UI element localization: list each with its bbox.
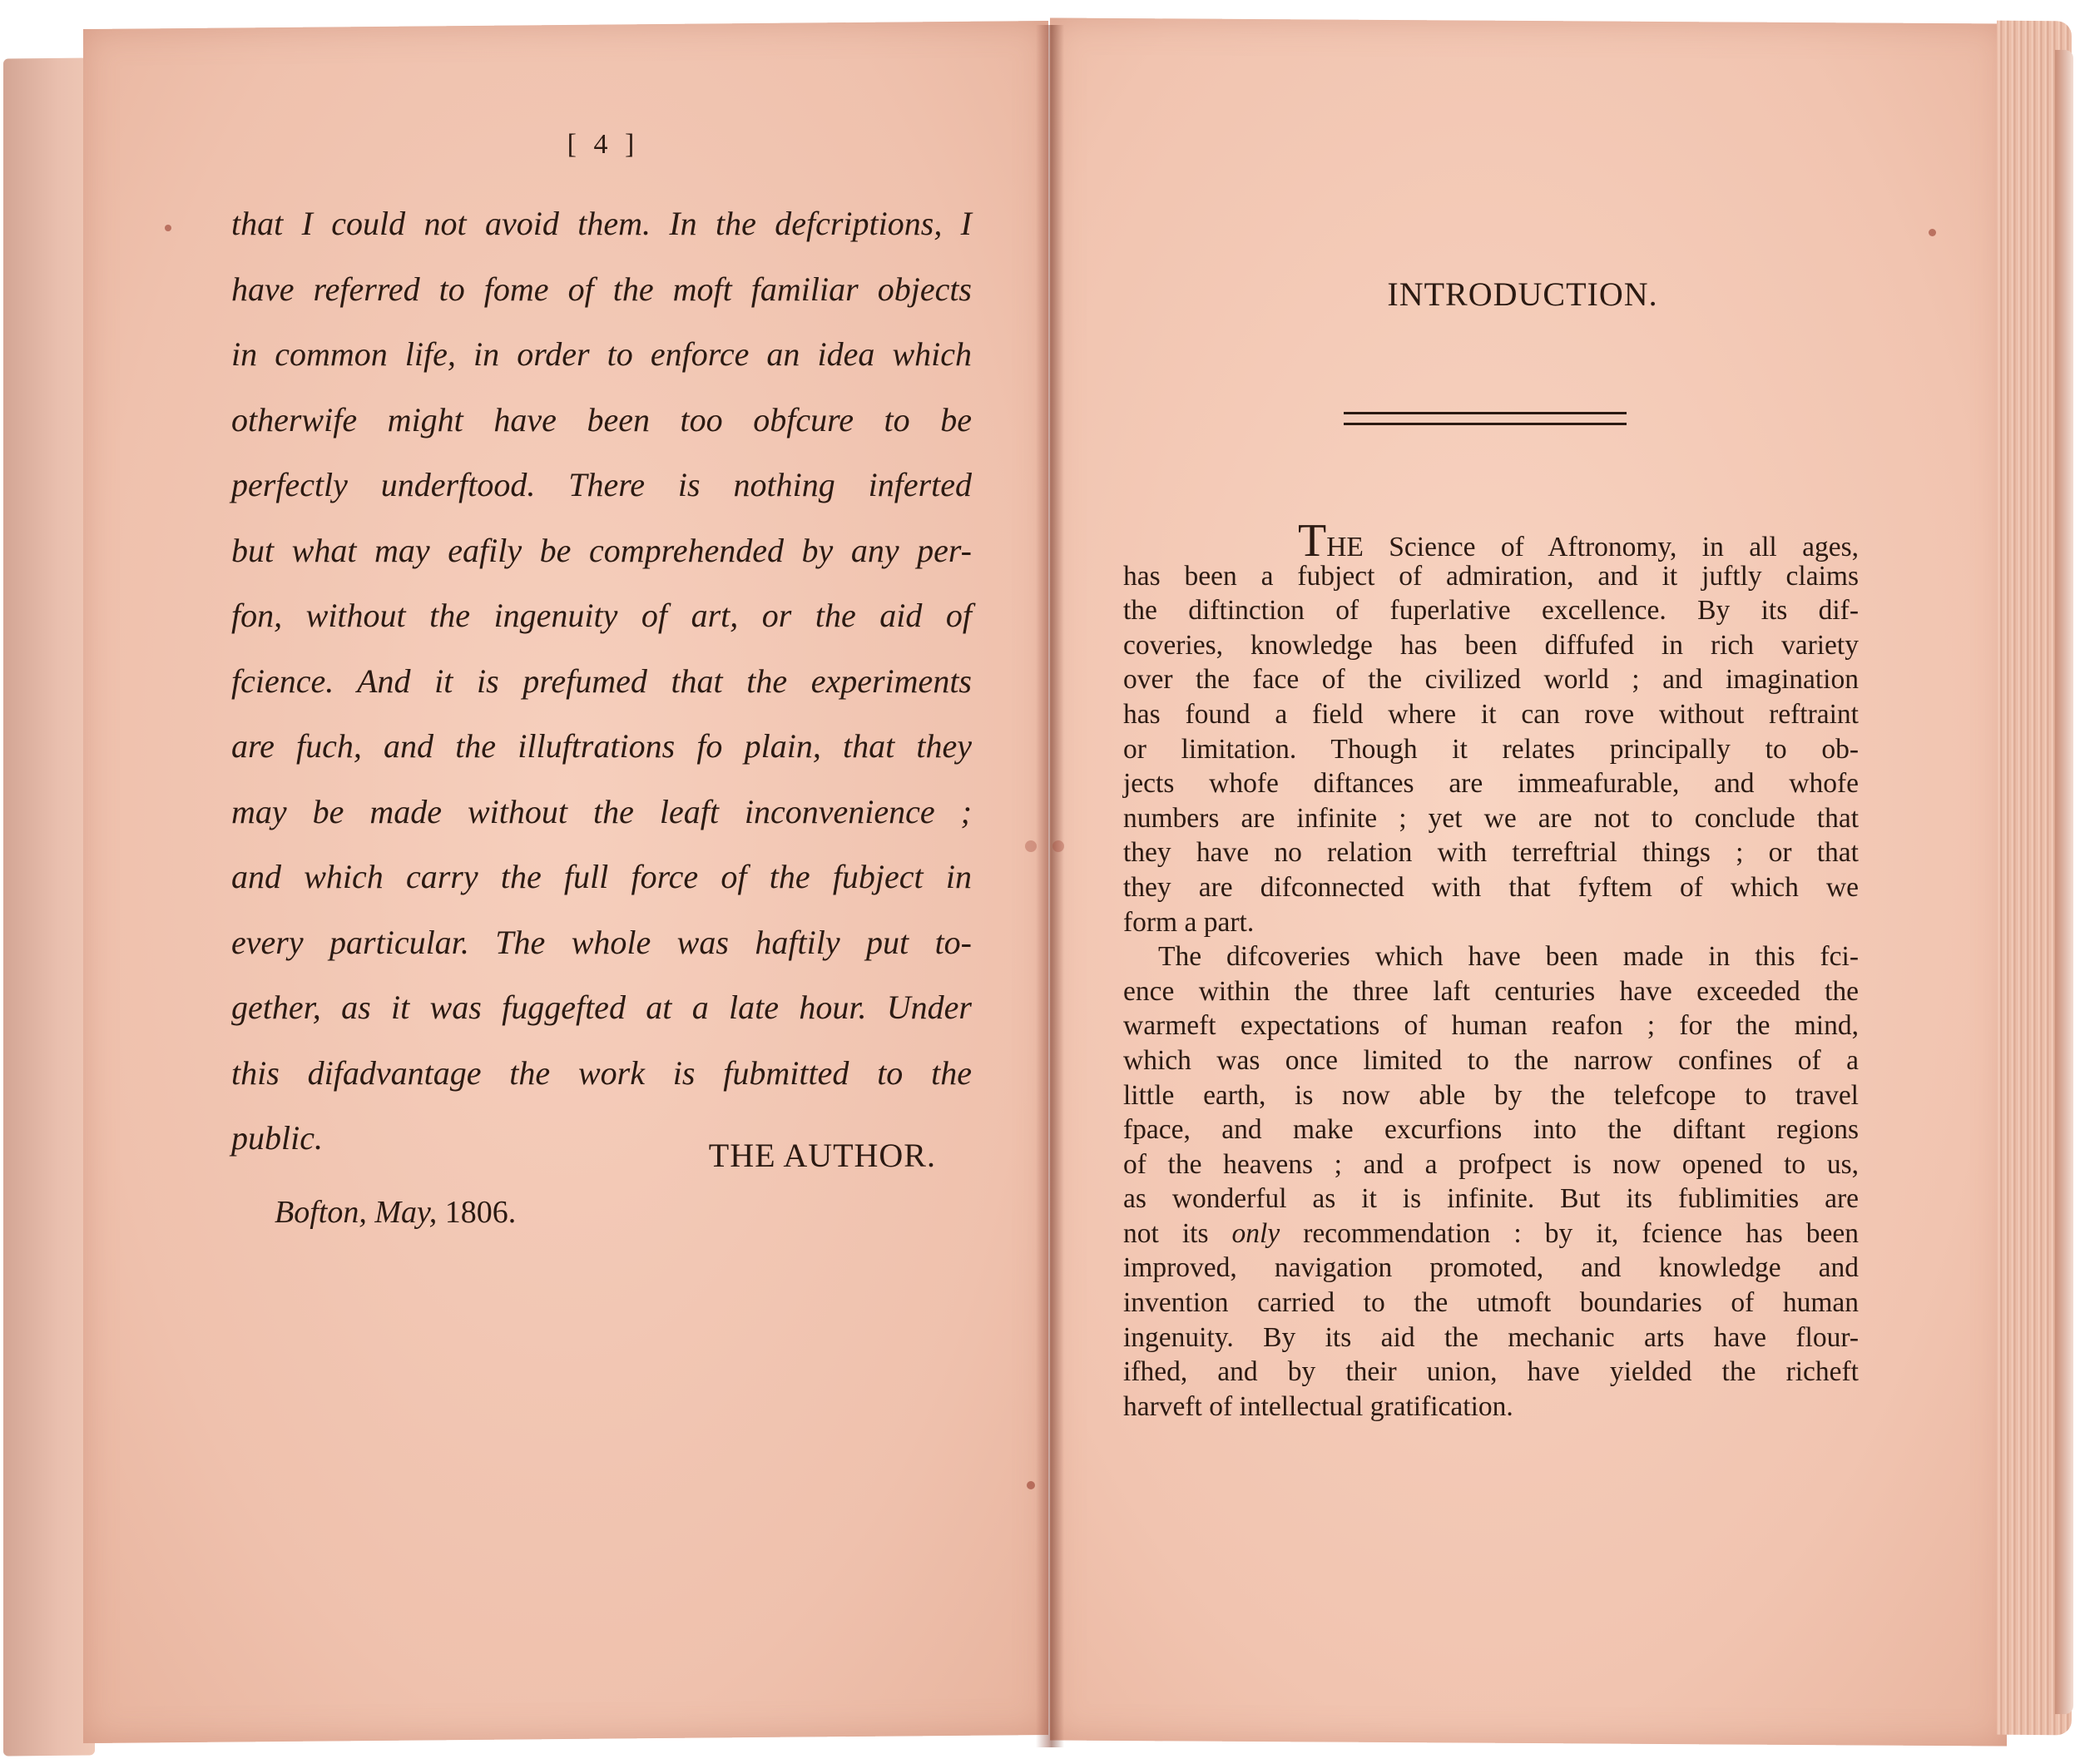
text-line: fon, without the ingenuity of art, or the aid of: [231, 597, 972, 634]
text-line: coveries, knowledge has been diffufed in rich variety: [1123, 629, 1859, 661]
page-number: [ 4 ]: [567, 129, 640, 160]
text-line: over the face of the civilized world ; and imagination: [1123, 664, 1859, 696]
text-line: jects whofe diftances are immeafurable, and whofe: [1123, 768, 1859, 800]
foxing-spot: [1027, 1481, 1035, 1489]
text-line: perfectly underftood. There is nothing inferted: [231, 466, 972, 503]
text-line: improved, navigation promoted, and knowledge and: [1123, 1252, 1859, 1284]
drop-cap: T: [1298, 515, 1327, 567]
text-line: every particular. The whole was haftily put to-: [231, 923, 972, 961]
text-line: in common life, in order to enforce an idea which: [231, 335, 972, 373]
text-line: which was once limited to the narrow confines of a: [1123, 1044, 1859, 1076]
foxing-spot: [165, 225, 171, 231]
emphasized-word: only: [1231, 1217, 1280, 1249]
text-line: gether, as it was fuggefted at a late hour. Under: [231, 989, 972, 1026]
text-line: THE Science of Aftronomy, in all ages,: [1298, 515, 1859, 567]
text-line: fcience. And it is prefumed that the experiments: [231, 662, 972, 700]
text-line: ifhed, and by their union, have yielded the richeft: [1123, 1356, 1859, 1388]
text-line: public.: [231, 1119, 323, 1157]
double-rule-divider: [1344, 412, 1627, 425]
text-line: as wonderful as it is infinite. But its fublimities are: [1123, 1183, 1859, 1215]
month-name: May,: [374, 1195, 438, 1230]
text-line: form a part.: [1123, 906, 1255, 938]
text-line: they are difconnected with that fyftem of which we: [1123, 871, 1859, 903]
preface-text: [231, 191, 972, 1172]
text-line: ence within the three laft centuries have exceeded the: [1123, 975, 1859, 1007]
author-signature: THE AUTHOR.: [708, 1137, 936, 1174]
page-block-shadow: [2055, 50, 2073, 1714]
year: 1806.: [444, 1195, 517, 1230]
text-line: may be made without the leaft inconvenience ;: [231, 792, 972, 830]
text-line: of the heavens ; and a profpect is now opened to us,: [1123, 1148, 1859, 1180]
text-line: little earth, is now able by the telefcope to travel: [1123, 1079, 1859, 1111]
text-line: have referred to fome of the moft familiar objects: [231, 270, 972, 308]
text-line: that I could not avoid them. In the defcriptions, I: [231, 205, 972, 242]
introduction-text: [1123, 515, 1860, 1424]
text-line: has been a fubject of admiration, and it juftly claims: [1123, 560, 1859, 592]
text-line: this difadvantage the work is fubmitted to the: [231, 1053, 972, 1092]
text-line: or limitation. Though it relates principally to ob-: [1123, 733, 1859, 765]
text-line: fpace, and make excurfions into the diftant regions: [1123, 1114, 1859, 1146]
book-gutter: [1036, 25, 1064, 1747]
text-line: but what may eafily be comprehended by any per-: [231, 531, 972, 569]
text-line: they have no relation with terreftrial things ; or that: [1123, 837, 1859, 869]
place-and-date: [275, 1194, 691, 1231]
place-name: Bofton,: [275, 1195, 367, 1230]
text-line: has found a field where it can rove without reftraint: [1123, 698, 1859, 730]
chapter-heading: INTRODUCTION.: [1387, 275, 1658, 313]
text-line: invention carried to the utmoft boundaries of human: [1123, 1287, 1859, 1319]
foxing-spot: [1025, 840, 1037, 852]
text-line: numbers are infinite ; yet we are not to conclude that: [1123, 802, 1859, 834]
foxing-spot: [1929, 229, 1936, 236]
text-line: The difcoveries which have been made in this fci-: [1158, 941, 1859, 973]
text-line: not its only recommendation : by it, fcience has been: [1123, 1217, 1860, 1249]
text-line: the diftinction of fuperlative excellence. By its dif-: [1123, 595, 1859, 627]
text-line: harveft of intellectual gratification.: [1123, 1390, 1513, 1422]
text-line: are fuch, and the illuftrations fo plain, that they: [231, 727, 972, 765]
text-line: otherwife might have been too obfcure to be: [231, 400, 972, 439]
book-cover-edge: [3, 57, 95, 1756]
text-line: ingenuity. By its aid the mechanic arts have flour-: [1123, 1321, 1859, 1353]
foxing-spot: [1052, 840, 1064, 852]
text-line: and which carry the full force of the fubject in: [231, 858, 972, 895]
text-line: warmeft expectations of human reafon ; for the mind,: [1123, 1010, 1859, 1042]
